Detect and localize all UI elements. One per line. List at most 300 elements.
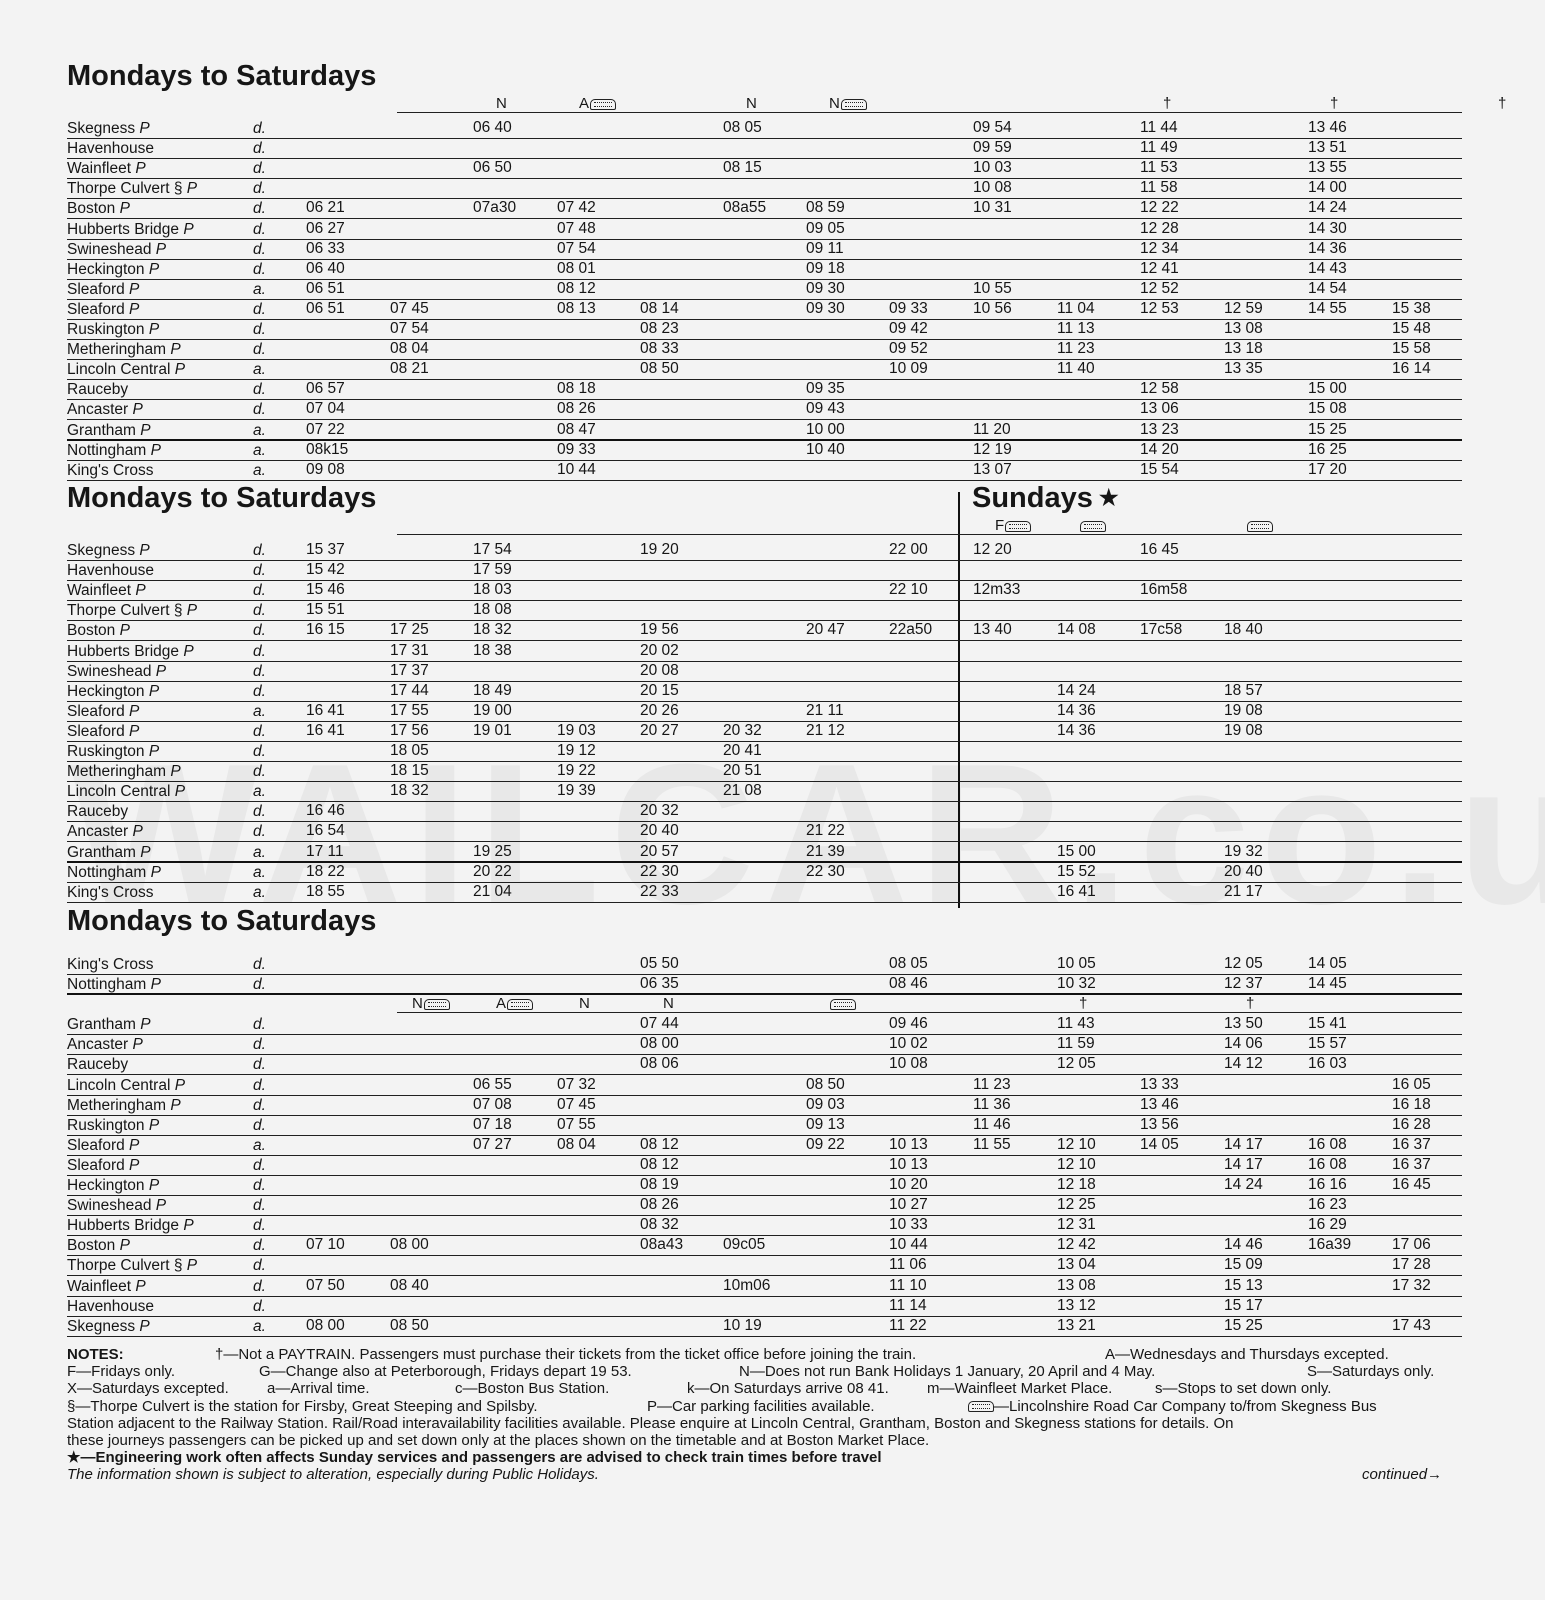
bus-icon <box>1080 521 1106 532</box>
time-cell: 08 40 <box>390 1276 429 1294</box>
station-name <box>67 442 161 460</box>
time-cell: 14 17 <box>1224 1135 1263 1153</box>
time-cell: 10 33 <box>889 1216 928 1234</box>
time-cell: 13 35 <box>1224 360 1263 378</box>
time-cell: 10 13 <box>889 1135 928 1153</box>
parking-marker: P <box>179 220 194 238</box>
parking-marker: P <box>144 682 160 700</box>
time-cell: 16 05 <box>1392 1075 1431 1093</box>
time-cell: 09 46 <box>889 1015 928 1033</box>
parking-marker: P <box>128 823 143 841</box>
time-cell: 07 27 <box>473 1135 512 1153</box>
station-label: Wainfleet <box>67 1277 132 1295</box>
time-cell: 19 08 <box>1224 701 1263 719</box>
note-x: X—Saturdays excepted. <box>67 1380 229 1398</box>
table-row <box>67 1215 1462 1236</box>
sundays-heading-text: Sundays <box>972 482 1093 514</box>
time-cell: 22a50 <box>889 621 933 639</box>
time-cell: 11 58 <box>1140 179 1178 197</box>
bus-icon <box>830 999 856 1010</box>
station-name <box>67 723 139 741</box>
time-cell: 08 59 <box>806 199 845 217</box>
time-cell: 08 50 <box>806 1075 845 1093</box>
station-label: Wainfleet <box>67 582 132 600</box>
bus-icon <box>590 99 616 110</box>
time-cell: 07 04 <box>306 400 345 418</box>
time-cell: 11 06 <box>889 1256 927 1274</box>
time-cell: 13 07 <box>973 460 1012 478</box>
parking-marker: P <box>151 662 167 680</box>
note-f: F—Fridays only. <box>67 1363 176 1381</box>
station-label: Sleaford <box>67 1136 125 1154</box>
time-cell: 10 40 <box>806 440 845 458</box>
time-cell: 06 40 <box>306 259 345 277</box>
time-cell: 08 04 <box>557 1135 596 1153</box>
arr-dep-marker: d. <box>253 602 266 620</box>
parking-marker: P <box>135 120 150 137</box>
time-cell: 10 55 <box>973 279 1012 297</box>
table-row <box>67 1075 1462 1096</box>
time-cell: 22 30 <box>640 862 679 880</box>
column-flag-text: N <box>746 95 757 112</box>
time-cell: 07a30 <box>473 199 517 217</box>
note-m: m—Wainfleet Market Place. <box>927 1380 1113 1398</box>
time-cell: 14 20 <box>1140 440 1179 458</box>
time-cell: 20 47 <box>806 621 845 639</box>
arr-dep-marker: a. <box>253 461 266 479</box>
time-cell: 07 42 <box>557 199 596 217</box>
time-cell: 20 26 <box>640 701 679 719</box>
time-cell: 12 59 <box>1224 299 1263 317</box>
arr-dep-marker: d. <box>253 180 266 198</box>
time-cell: 13 50 <box>1224 1015 1263 1033</box>
flags-row <box>397 112 1462 113</box>
arr-dep-marker: d. <box>253 1036 266 1054</box>
time-cell: 10 20 <box>889 1176 928 1193</box>
time-cell: 18 03 <box>473 581 512 599</box>
time-cell: 14 43 <box>1308 259 1347 277</box>
time-cell: 19 08 <box>1224 721 1263 739</box>
time-cell: 14 05 <box>1308 955 1347 972</box>
arr-dep-marker: d. <box>253 1237 266 1255</box>
column-flag <box>1330 96 1338 112</box>
column-flag <box>1246 518 1273 534</box>
time-cell: 08 06 <box>640 1055 679 1073</box>
note-c: c—Boston Bus Station. <box>455 1380 610 1398</box>
time-cell: 08 32 <box>640 1216 679 1234</box>
parking-marker: P <box>135 843 151 861</box>
parking-marker: P <box>144 743 160 760</box>
time-cell: 08 01 <box>557 259 596 277</box>
time-cell: 14 46 <box>1224 1236 1263 1254</box>
time-cell: 14 55 <box>1308 299 1347 317</box>
time-cell: 19 22 <box>557 762 596 780</box>
station-name <box>67 663 166 681</box>
station-label: Lincoln Central <box>67 1076 171 1094</box>
station-name <box>67 1278 146 1296</box>
table-row <box>67 741 1462 762</box>
note-g: G—Change also at Peterborough, Fridays depart 19 53. <box>259 1363 632 1381</box>
time-cell: 11 36 <box>973 1095 1011 1113</box>
bus-icon <box>424 999 450 1010</box>
arr-dep-marker: d. <box>253 803 266 821</box>
station-label: Grantham <box>67 1016 136 1034</box>
parking-marker: P <box>135 1016 151 1034</box>
station-label: Ancaster <box>67 401 129 419</box>
station-name <box>67 602 197 620</box>
station-name <box>67 341 181 359</box>
station-label: Sleaford <box>67 280 125 298</box>
station-label: Hubberts Bridge <box>67 1217 180 1235</box>
table-row <box>67 158 1462 179</box>
time-cell: 09 42 <box>889 320 928 337</box>
station-label: Skegness <box>67 542 136 559</box>
time-cell: 08 12 <box>640 1135 679 1153</box>
parking-marker: P <box>135 1317 150 1335</box>
station-label: Boston <box>67 622 116 640</box>
station-name <box>67 361 185 379</box>
station-label: King's Cross <box>67 956 154 973</box>
time-cell: 07 55 <box>557 1115 596 1133</box>
time-cell: 12 42 <box>1057 1236 1096 1254</box>
parking-marker: P <box>166 763 181 781</box>
station-label: Rauceby <box>67 803 129 821</box>
time-cell: 08 12 <box>557 279 596 297</box>
table-row <box>67 761 1462 782</box>
note-k: k—On Saturdays arrive 08 41. <box>687 1380 889 1398</box>
time-cell: 17 31 <box>390 641 429 659</box>
time-cell: 20 08 <box>640 661 679 679</box>
note-a: A—Wednesdays and Thursdays excepted. <box>1105 1346 1389 1363</box>
parking-marker: P <box>179 642 194 660</box>
section-heading: Mondays to Saturdays <box>67 482 377 514</box>
time-cell: 16 23 <box>1308 1196 1347 1214</box>
time-cell: 20 40 <box>1224 862 1263 880</box>
table-row <box>67 1235 1462 1256</box>
station-name <box>67 864 161 882</box>
time-cell: 07 10 <box>306 1236 345 1254</box>
time-cell: 17 37 <box>390 661 429 679</box>
time-cell: 07 48 <box>557 219 596 237</box>
time-cell: 08 05 <box>889 955 928 972</box>
table-row <box>67 118 1462 139</box>
arr-dep-marker: d. <box>253 1297 266 1315</box>
station-label: Heckington <box>67 1177 145 1194</box>
table-row <box>67 842 1462 863</box>
time-cell: 10 09 <box>889 360 928 378</box>
time-cell: 08 14 <box>640 299 679 317</box>
time-cell: 15 25 <box>1308 420 1347 438</box>
time-cell: 20 32 <box>723 721 762 739</box>
parking-marker: P <box>128 1036 143 1054</box>
time-cell: 11 23 <box>1057 340 1095 358</box>
time-cell: 18 32 <box>390 782 429 800</box>
time-cell: 11 44 <box>1140 119 1178 136</box>
time-cell: 21 11 <box>806 701 844 719</box>
table-row <box>67 1255 1462 1276</box>
table-row <box>67 239 1462 260</box>
time-cell: 12 53 <box>1140 299 1179 317</box>
time-cell: 16a39 <box>1308 1236 1352 1254</box>
time-cell: 13 46 <box>1308 119 1347 136</box>
time-cell: 08 18 <box>557 380 596 398</box>
column-flag <box>1163 96 1171 112</box>
time-cell: 09 35 <box>806 380 845 398</box>
column-flag-text: N <box>829 95 840 112</box>
arr-dep-marker: d. <box>253 200 266 218</box>
table-row <box>67 379 1462 400</box>
time-cell: 07 18 <box>473 1115 512 1133</box>
time-cell: 10 02 <box>889 1035 928 1053</box>
table-row <box>67 138 1462 159</box>
column-flag-text: N <box>496 95 507 112</box>
arr-dep-marker: d. <box>253 1177 266 1194</box>
time-cell: 14 17 <box>1224 1155 1263 1173</box>
arr-dep-marker: a. <box>253 280 266 298</box>
notes-label: NOTES: <box>67 1346 124 1363</box>
column-flag-text: N <box>579 995 590 1012</box>
time-cell: 07 45 <box>557 1095 596 1113</box>
time-cell: 16 41 <box>306 701 345 719</box>
flags-row <box>397 1012 1462 1013</box>
time-cell: 16 37 <box>1392 1155 1431 1173</box>
time-cell: 22 00 <box>889 541 928 558</box>
time-cell: 21 22 <box>806 822 845 840</box>
table-row <box>67 259 1462 280</box>
parking-marker: P <box>124 1136 140 1154</box>
note-alteration: The information shown is subject to alteration, especially during Public Holidays. <box>67 1466 599 1484</box>
time-cell: 16 08 <box>1308 1155 1347 1173</box>
station-name <box>67 1318 150 1336</box>
time-cell: 15 00 <box>1057 842 1096 860</box>
station-label: Metheringham <box>67 341 167 359</box>
time-cell: 06 21 <box>306 199 345 217</box>
time-cell: 19 03 <box>557 721 596 739</box>
time-cell: 15 00 <box>1308 380 1347 398</box>
station-label: Ancaster <box>67 823 129 841</box>
time-cell: 14 36 <box>1057 701 1096 719</box>
parking-marker: P <box>144 260 160 278</box>
bus-icon <box>841 99 867 110</box>
bus-icon <box>507 999 533 1010</box>
time-cell: 14 24 <box>1308 199 1347 217</box>
time-cell: 13 12 <box>1057 1296 1096 1314</box>
column-flag <box>995 518 1031 534</box>
time-cell: 08 26 <box>557 400 596 418</box>
time-cell: 19 39 <box>557 782 596 800</box>
time-cell: 06 55 <box>473 1075 512 1093</box>
column-flag <box>496 96 507 112</box>
station-name <box>67 200 130 218</box>
time-cell: 22 10 <box>889 581 928 599</box>
time-cell: 20 51 <box>723 762 762 780</box>
column-flag-text: † <box>1330 95 1339 112</box>
note-s-lower: s—Stops to set down only. <box>1155 1380 1332 1398</box>
station-label: Wainfleet <box>67 160 132 178</box>
note-bus-line3: these journeys passengers can be picked up and set down only at the places shown on the timetable and at Boston Market Place. <box>67 1431 930 1449</box>
bus-icon <box>1247 521 1273 532</box>
time-cell: 11 14 <box>889 1296 927 1314</box>
table-row <box>67 641 1462 662</box>
station-name <box>67 884 154 902</box>
table-row <box>67 219 1462 240</box>
time-cell: 10 56 <box>973 299 1012 317</box>
station-label: Metheringham <box>67 763 167 781</box>
station-label: King's Cross <box>67 461 154 479</box>
time-cell: 10 32 <box>1057 975 1096 993</box>
arr-dep-marker: d. <box>253 1217 266 1235</box>
station-name <box>67 1217 194 1235</box>
station-label: Heckington <box>67 682 145 700</box>
column-flag <box>412 996 450 1012</box>
time-cell: 10 44 <box>557 460 596 478</box>
time-cell: 19 12 <box>557 742 596 759</box>
time-cell: 13 18 <box>1224 340 1263 358</box>
time-cell: 15 58 <box>1392 340 1431 358</box>
time-cell: 10 13 <box>889 1155 928 1173</box>
time-cell: 07 22 <box>306 420 345 438</box>
time-cell: 21 17 <box>1224 882 1263 900</box>
time-cell: 06 27 <box>306 219 345 237</box>
table-row <box>67 1054 1462 1075</box>
time-cell: 16m58 <box>1140 581 1188 599</box>
table-row <box>67 460 1462 481</box>
time-cell: 16 41 <box>1057 882 1096 900</box>
time-cell: 06 51 <box>306 299 345 317</box>
time-cell: 15 52 <box>1057 862 1096 880</box>
time-cell: 11 53 <box>1140 159 1178 177</box>
station-name <box>67 1016 151 1034</box>
time-cell: 10 05 <box>1057 955 1096 972</box>
parking-marker: P <box>182 602 198 620</box>
parking-marker: P <box>115 200 130 218</box>
time-cell: 11 43 <box>1057 1015 1095 1033</box>
time-cell: 11 04 <box>1057 299 1095 317</box>
time-cell: 19 20 <box>640 541 679 558</box>
arr-dep-marker: d. <box>253 542 266 559</box>
column-flag <box>496 996 533 1012</box>
time-cell: 14 36 <box>1057 721 1096 739</box>
time-cell: 12 25 <box>1057 1196 1096 1214</box>
station-name <box>67 1117 159 1135</box>
table-row <box>67 954 1462 975</box>
time-cell: 17 54 <box>473 541 512 558</box>
time-cell: 20 41 <box>723 742 762 759</box>
table-row <box>67 1296 1462 1317</box>
time-cell: 20 40 <box>640 822 679 840</box>
time-cell: 17 28 <box>1392 1256 1431 1274</box>
parking-marker: P <box>144 321 160 338</box>
table-row <box>67 1276 1462 1297</box>
section-divider <box>67 993 1462 995</box>
arr-dep-marker: a. <box>253 1136 266 1154</box>
station-name <box>67 976 161 994</box>
arr-dep-marker: d. <box>253 1076 266 1094</box>
time-cell: 10 44 <box>889 1236 928 1254</box>
time-cell: 13 21 <box>1057 1316 1096 1334</box>
parking-marker: P <box>115 622 130 640</box>
note-bus-line2: Station adjacent to the Railway Station. Rail/Road interavailability facilities available. Please enquire at Lincoln Central, Grantham, Boston and Skegness stations for details. On <box>67 1414 1234 1432</box>
station-name <box>67 1157 139 1175</box>
time-cell: 15 38 <box>1392 299 1431 317</box>
time-cell: 12 34 <box>1140 239 1179 257</box>
note-section: §—Thorpe Culvert is the station for Firsby, Great Steeping and Spilsby. <box>67 1397 538 1415</box>
table-row <box>67 1014 1462 1035</box>
arr-dep-marker: d. <box>253 763 266 781</box>
time-cell: 13 08 <box>1224 320 1263 337</box>
time-cell: 18 38 <box>473 641 512 659</box>
time-cell: 11 22 <box>889 1316 927 1334</box>
parking-marker: P <box>131 160 146 178</box>
table-row <box>67 279 1462 300</box>
time-cell: 15 54 <box>1140 460 1179 478</box>
note-bus-text: —Lincolnshire Road Car Company to/from Skegness Bus <box>994 1397 1377 1415</box>
parking-marker: P <box>131 1277 146 1295</box>
time-cell: 20 27 <box>640 721 679 739</box>
table-row <box>67 701 1462 722</box>
time-cell: 11 23 <box>973 1075 1011 1093</box>
time-cell: 21 04 <box>473 882 512 900</box>
station-name <box>67 582 146 600</box>
time-cell: 13 56 <box>1140 1115 1179 1133</box>
time-cell: 09 03 <box>806 1095 845 1113</box>
parking-marker: P <box>131 582 146 600</box>
table-row <box>67 1175 1462 1196</box>
time-cell: 12 22 <box>1140 199 1179 217</box>
time-cell: 12m33 <box>973 581 1021 599</box>
arr-dep-marker: a. <box>253 361 266 379</box>
time-cell: 17 44 <box>390 681 429 699</box>
time-cell: 16 15 <box>306 621 345 639</box>
time-cell: 18 55 <box>306 882 345 900</box>
time-cell: 16 08 <box>1308 1135 1347 1153</box>
station-label: Lincoln Central <box>67 361 171 379</box>
arr-dep-marker: a. <box>253 883 266 901</box>
time-cell: 21 39 <box>806 842 845 860</box>
column-flag-text: N <box>663 995 674 1012</box>
time-cell: 17 25 <box>390 621 429 639</box>
time-cell: 14 30 <box>1308 219 1347 237</box>
time-cell: 09 05 <box>806 219 845 237</box>
station-name <box>67 261 159 279</box>
time-cell: 09 54 <box>973 119 1012 136</box>
column-flag <box>663 996 674 1012</box>
note-n: N—Does not run Bank Holidays 1 January, 20 April and 4 May. <box>739 1363 1156 1381</box>
time-cell: 17 43 <box>1392 1316 1431 1334</box>
time-cell: 09 33 <box>889 299 928 317</box>
station-label: Metheringham <box>67 1096 167 1114</box>
station-label: Ruskington <box>67 743 145 760</box>
time-cell: 16 28 <box>1392 1115 1431 1133</box>
time-cell: 18 40 <box>1224 621 1263 639</box>
time-cell: 13 06 <box>1140 400 1179 418</box>
star-icon: ★ <box>1098 485 1119 510</box>
time-cell: 13 55 <box>1308 159 1347 177</box>
time-cell: 07 54 <box>390 320 429 337</box>
time-cell: 18 22 <box>306 862 345 880</box>
arr-dep-marker: a. <box>253 702 266 720</box>
time-cell: 21 08 <box>723 782 762 800</box>
station-label: Swineshead <box>67 1197 152 1215</box>
arr-dep-marker: a. <box>253 843 266 861</box>
time-cell: 15 17 <box>1224 1296 1263 1314</box>
time-cell: 14 24 <box>1057 681 1096 699</box>
table-row <box>67 440 1462 461</box>
arr-dep-marker: a. <box>253 783 266 801</box>
arr-dep-marker: d. <box>253 1056 266 1074</box>
time-cell: 12 20 <box>973 541 1012 558</box>
parking-marker: P <box>146 863 161 881</box>
